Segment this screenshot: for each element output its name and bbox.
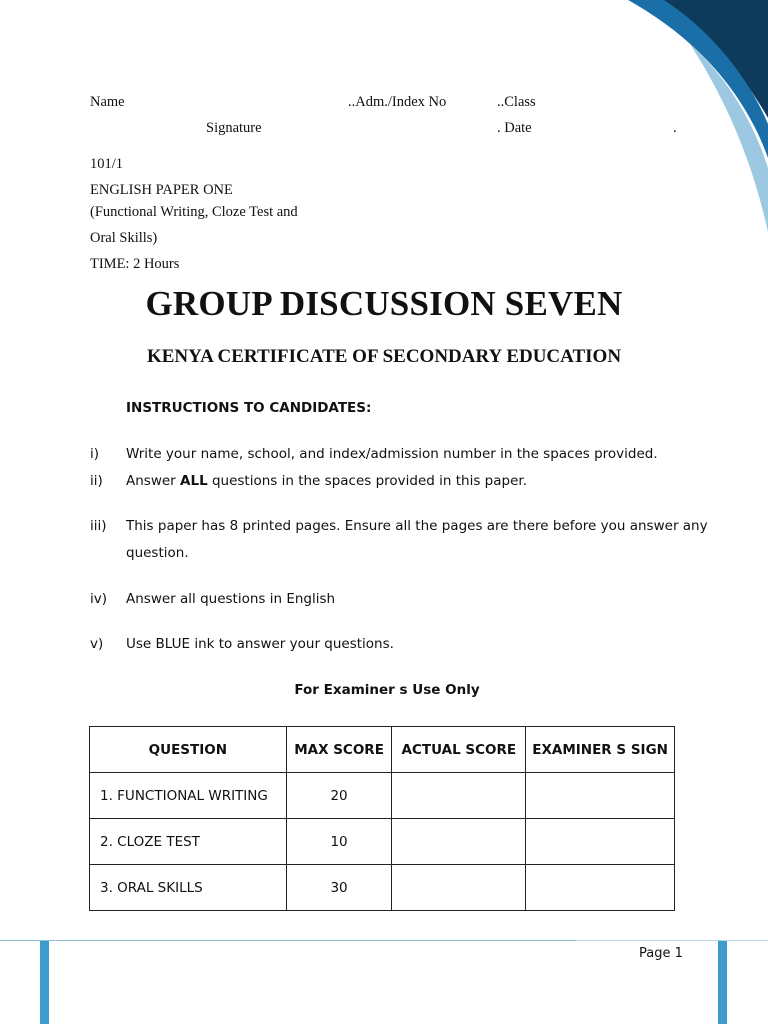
- paper-components-line1: (Functional Writing, Cloze Test and: [90, 204, 298, 220]
- instruction-text: Use BLUE ink to answer your questions.: [126, 636, 394, 652]
- adm-index-label: ..Adm./Index No: [348, 94, 447, 110]
- column-header-actual-score: ACTUAL SCORE: [392, 727, 526, 773]
- instruction-text: Answer all questions in English: [126, 591, 336, 607]
- name-label: Name: [90, 94, 125, 110]
- paper-code: 101/1: [90, 156, 124, 172]
- column-header-question: QUESTION: [90, 727, 287, 773]
- examiner-sign-cell[interactable]: [526, 865, 675, 911]
- document-title: GROUP DISCUSSION SEVEN: [145, 284, 623, 323]
- instruction-number: v): [90, 636, 104, 652]
- instruction-text-continued: question.: [126, 545, 189, 561]
- instruction-number: i): [90, 446, 100, 462]
- max-score-cell: 20: [286, 773, 392, 819]
- document-subtitle: KENYA CERTIFICATE OF SECONDARY EDUCATION: [146, 346, 622, 367]
- footer-left-bar: [40, 941, 49, 1024]
- class-label: ..Class: [497, 94, 536, 110]
- question-cell: 1. FUNCTIONAL WRITING: [90, 773, 287, 819]
- instruction-text: This paper has 8 printed pages. Ensure all the pages are there before you answer any: [126, 518, 708, 534]
- examiner-score-table: [89, 726, 675, 911]
- instruction-text-post: questions in the spaces provided in this paper.: [207, 473, 527, 489]
- instruction-number: ii): [90, 473, 103, 489]
- max-score-cell: 30: [286, 865, 392, 911]
- paper-subject: ENGLISH PAPER ONE: [90, 182, 233, 198]
- instruction-text: [126, 473, 527, 489]
- question-cell: 3. ORAL SKILLS: [90, 865, 287, 911]
- instructions-heading: INSTRUCTIONS TO CANDIDATES:: [126, 400, 372, 416]
- page-number: Page 1: [639, 946, 683, 961]
- examiner-heading: For Examiner s Use Only: [294, 682, 480, 698]
- table-header-row: [90, 727, 675, 773]
- actual-score-cell[interactable]: [392, 865, 526, 911]
- column-header-examiner-sign: EXAMINER S SIGN: [526, 727, 675, 773]
- instruction-number: iii): [90, 518, 107, 534]
- actual-score-cell[interactable]: [392, 819, 526, 865]
- signature-label: Signature: [206, 120, 262, 136]
- examiner-sign-cell[interactable]: [526, 819, 675, 865]
- paper-time: TIME: 2 Hours: [90, 256, 180, 272]
- date-label: . Date: [497, 120, 532, 136]
- instruction-text: Write your name, school, and index/admission number in the spaces provided.: [126, 446, 658, 462]
- footer-right-bar: [718, 941, 727, 1024]
- question-cell: 2. CLOZE TEST: [90, 819, 287, 865]
- table-row: [90, 773, 675, 819]
- instruction-emphasis: ALL: [180, 473, 208, 489]
- table-row: [90, 819, 675, 865]
- paper-components-line2: Oral Skills): [90, 230, 158, 246]
- instruction-number: iv): [90, 591, 108, 607]
- column-header-max-score: MAX SCORE: [286, 727, 392, 773]
- actual-score-cell[interactable]: [392, 773, 526, 819]
- instruction-text-pre: Answer: [126, 473, 181, 489]
- footer-divider-right: [576, 940, 768, 941]
- table-row: [90, 865, 675, 911]
- max-score-cell: 10: [286, 819, 392, 865]
- footer-divider: [0, 940, 576, 941]
- date-end-dot: .: [673, 120, 677, 136]
- examiner-sign-cell[interactable]: [526, 773, 675, 819]
